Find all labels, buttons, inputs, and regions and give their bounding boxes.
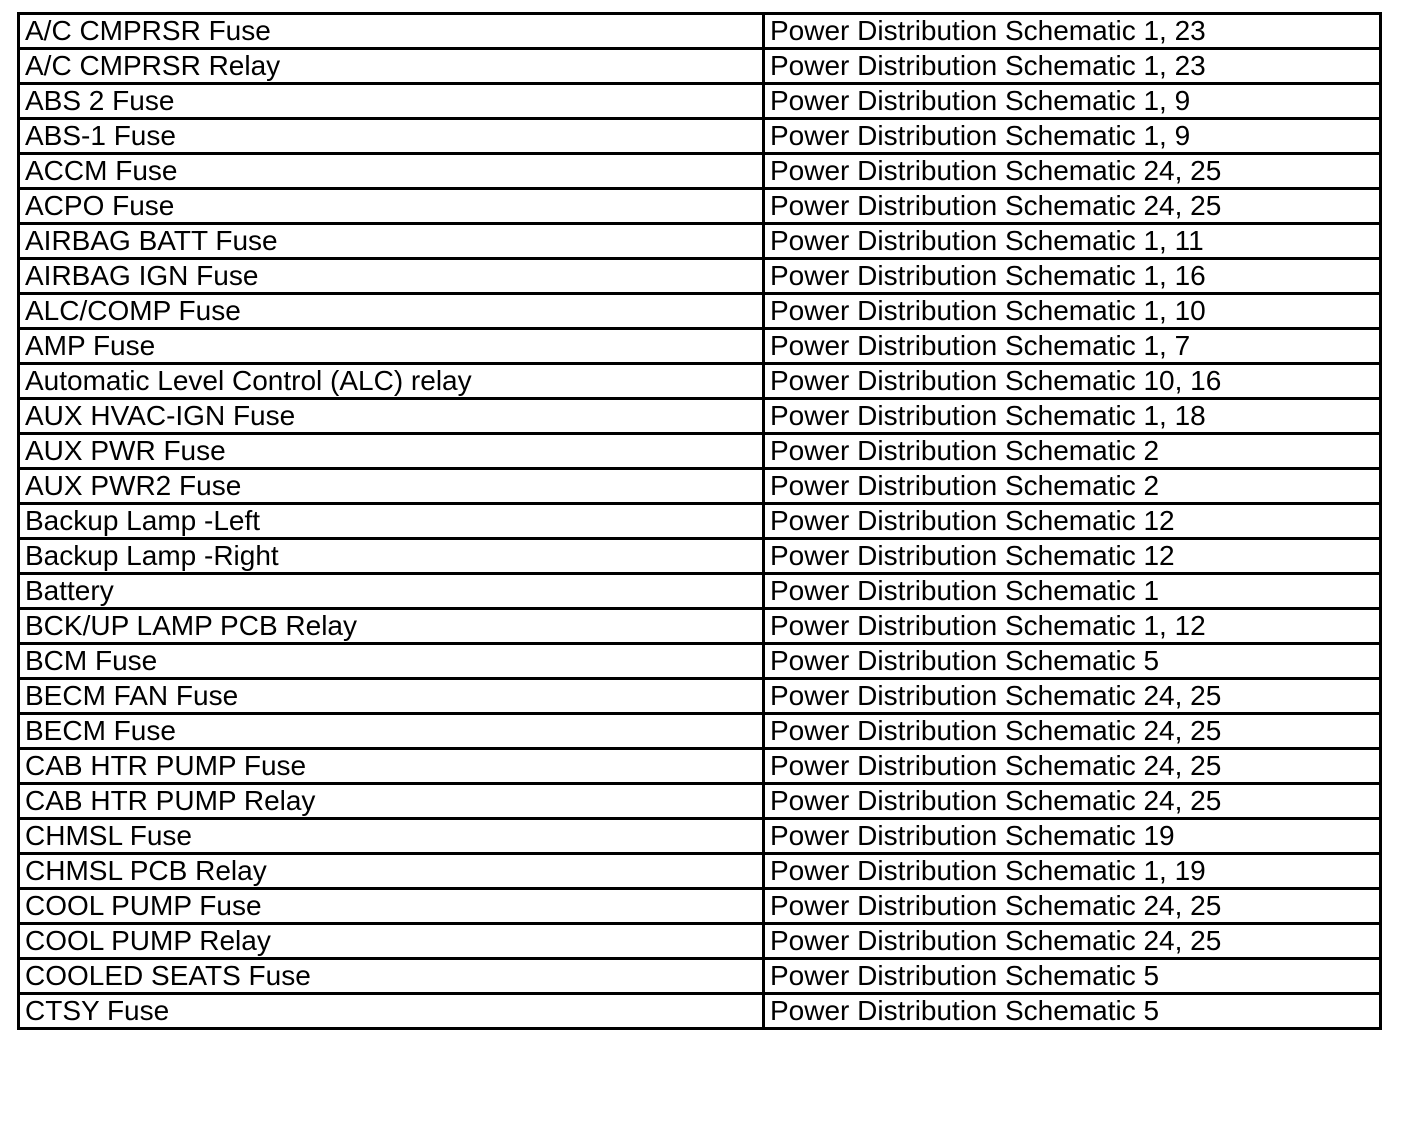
component-name-cell: CAB HTR PUMP Relay — [19, 784, 764, 819]
schematic-reference-cell: Power Distribution Schematic 24, 25 — [764, 679, 1381, 714]
schematic-reference-cell: Power Distribution Schematic 1, 10 — [764, 294, 1381, 329]
table-row — [19, 49, 1381, 84]
table-row — [19, 259, 1381, 294]
table-row — [19, 364, 1381, 399]
component-name-cell: BCK/UP LAMP PCB Relay — [19, 609, 764, 644]
component-name-cell: ABS-1 Fuse — [19, 119, 764, 154]
table-row — [19, 329, 1381, 364]
table-row — [19, 154, 1381, 189]
component-name-cell: AUX PWR Fuse — [19, 434, 764, 469]
schematic-reference-cell: Power Distribution Schematic 2 — [764, 469, 1381, 504]
component-name-cell: COOL PUMP Fuse — [19, 889, 764, 924]
table-row — [19, 889, 1381, 924]
schematic-reference-cell: Power Distribution Schematic 1, 23 — [764, 14, 1381, 49]
schematic-reference-cell: Power Distribution Schematic 1, 11 — [764, 224, 1381, 259]
table-row — [19, 539, 1381, 574]
schematic-reference-cell: Power Distribution Schematic 1, 7 — [764, 329, 1381, 364]
schematic-reference-cell: Power Distribution Schematic 1, 9 — [764, 84, 1381, 119]
component-name-cell: Backup Lamp -Right — [19, 539, 764, 574]
table-row — [19, 469, 1381, 504]
schematic-reference-cell: Power Distribution Schematic 1, 12 — [764, 609, 1381, 644]
table-row — [19, 399, 1381, 434]
component-name-cell: Automatic Level Control (ALC) relay — [19, 364, 764, 399]
component-name-cell: CHMSL PCB Relay — [19, 854, 764, 889]
component-name-cell: AUX HVAC-IGN Fuse — [19, 399, 764, 434]
component-name-cell: ACCM Fuse — [19, 154, 764, 189]
schematic-reference-cell: Power Distribution Schematic 5 — [764, 994, 1381, 1029]
component-name-cell: AIRBAG IGN Fuse — [19, 259, 764, 294]
schematic-reference-cell: Power Distribution Schematic 24, 25 — [764, 784, 1381, 819]
schematic-reference-cell: Power Distribution Schematic 24, 25 — [764, 889, 1381, 924]
schematic-reference-cell: Power Distribution Schematic 24, 25 — [764, 154, 1381, 189]
table-row — [19, 924, 1381, 959]
table-body — [19, 14, 1381, 1029]
table-row — [19, 189, 1381, 224]
schematic-reference-cell: Power Distribution Schematic 24, 25 — [764, 714, 1381, 749]
component-name-cell: ACPO Fuse — [19, 189, 764, 224]
component-name-cell: ALC/COMP Fuse — [19, 294, 764, 329]
component-name-cell: BCM Fuse — [19, 644, 764, 679]
table-row — [19, 784, 1381, 819]
component-name-cell: COOLED SEATS Fuse — [19, 959, 764, 994]
table-row — [19, 224, 1381, 259]
component-name-cell: BECM FAN Fuse — [19, 679, 764, 714]
schematic-reference-cell: Power Distribution Schematic 1, 16 — [764, 259, 1381, 294]
component-name-cell: Backup Lamp -Left — [19, 504, 764, 539]
schematic-reference-cell: Power Distribution Schematic 10, 16 — [764, 364, 1381, 399]
schematic-reference-cell: Power Distribution Schematic 5 — [764, 644, 1381, 679]
schematic-reference-cell: Power Distribution Schematic 1, 23 — [764, 49, 1381, 84]
table-row — [19, 714, 1381, 749]
schematic-reference-cell: Power Distribution Schematic 1, 18 — [764, 399, 1381, 434]
table-row — [19, 749, 1381, 784]
component-name-cell: BECM Fuse — [19, 714, 764, 749]
component-name-cell: CTSY Fuse — [19, 994, 764, 1029]
table-row — [19, 14, 1381, 49]
component-name-cell: CAB HTR PUMP Fuse — [19, 749, 764, 784]
component-name-cell: AUX PWR2 Fuse — [19, 469, 764, 504]
component-name-cell: A/C CMPRSR Fuse — [19, 14, 764, 49]
schematic-reference-cell: Power Distribution Schematic 24, 25 — [764, 749, 1381, 784]
component-name-cell: AMP Fuse — [19, 329, 764, 364]
component-location-table — [17, 12, 1382, 1030]
component-name-cell: AIRBAG BATT Fuse — [19, 224, 764, 259]
table-row — [19, 679, 1381, 714]
table-row — [19, 119, 1381, 154]
schematic-reference-cell: Power Distribution Schematic 2 — [764, 434, 1381, 469]
table-row — [19, 644, 1381, 679]
schematic-reference-cell: Power Distribution Schematic 24, 25 — [764, 924, 1381, 959]
component-name-cell: CHMSL Fuse — [19, 819, 764, 854]
component-name-cell: Battery — [19, 574, 764, 609]
table-row — [19, 434, 1381, 469]
table-row — [19, 504, 1381, 539]
table-row — [19, 574, 1381, 609]
schematic-reference-cell: Power Distribution Schematic 5 — [764, 959, 1381, 994]
component-name-cell: COOL PUMP Relay — [19, 924, 764, 959]
component-name-cell: ABS 2 Fuse — [19, 84, 764, 119]
table-row — [19, 959, 1381, 994]
schematic-reference-cell: Power Distribution Schematic 12 — [764, 504, 1381, 539]
table-row — [19, 84, 1381, 119]
schematic-reference-cell: Power Distribution Schematic 24, 25 — [764, 189, 1381, 224]
schematic-reference-cell: Power Distribution Schematic 1 — [764, 574, 1381, 609]
table-row — [19, 609, 1381, 644]
schematic-reference-cell: Power Distribution Schematic 19 — [764, 819, 1381, 854]
schematic-reference-cell: Power Distribution Schematic 1, 19 — [764, 854, 1381, 889]
table-row — [19, 819, 1381, 854]
schematic-reference-cell: Power Distribution Schematic 12 — [764, 539, 1381, 574]
component-name-cell: A/C CMPRSR Relay — [19, 49, 764, 84]
table-row — [19, 294, 1381, 329]
schematic-reference-cell: Power Distribution Schematic 1, 9 — [764, 119, 1381, 154]
table-row — [19, 994, 1381, 1029]
table-row — [19, 854, 1381, 889]
